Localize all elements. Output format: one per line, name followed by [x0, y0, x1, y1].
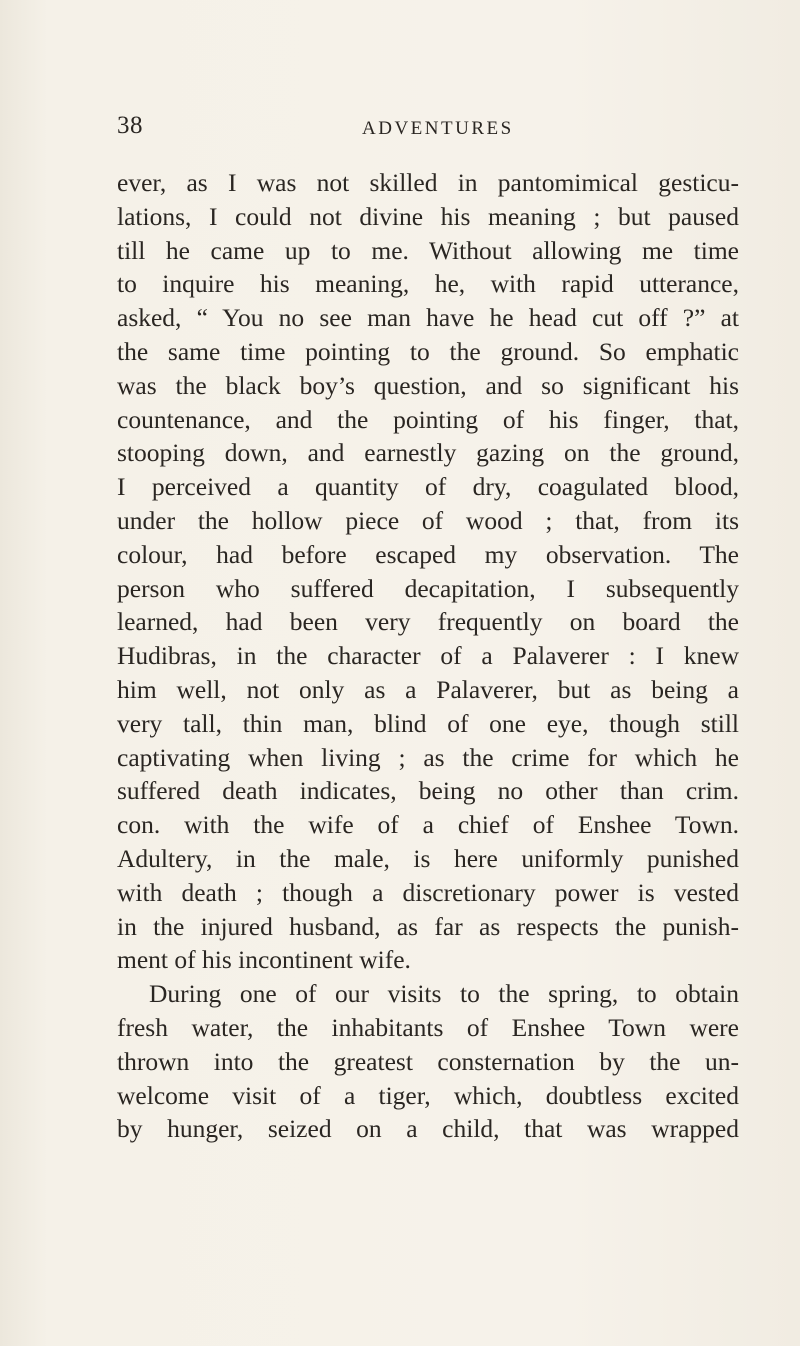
- page-header: [117, 112, 737, 152]
- text-line: During one of our visits to the spring, to obtain: [149, 979, 739, 1009]
- text-line: ever, as I was not skilled in pantomimical gesticu-: [117, 168, 739, 197]
- text-line: in the injured husband, as far as respects the punish-: [117, 911, 739, 941]
- text-line: under the hollow piece of wood ; that, from its: [117, 505, 739, 535]
- text-line: stooping down, and earnestly gazing on the ground,: [117, 438, 739, 468]
- text-line: till he came up to me. Without allowing me time: [117, 235, 739, 265]
- text-line: asked, “ You no see man have he head cut off ?” at: [117, 303, 739, 333]
- text-line: I perceived a quantity of dry, coagulated blood,: [117, 472, 739, 502]
- text-line: welcome visit of a tiger, which, doubtless excited: [117, 1080, 739, 1110]
- text-line: with death ; though a discretionary power is vested: [117, 877, 739, 907]
- text-line: ment of his incontinent wife.: [117, 945, 411, 975]
- text-line: Adultery, in the male, is here uniformly punished: [117, 843, 739, 873]
- text-line: countenance, and the pointing of his finger, that,: [117, 404, 739, 434]
- text-line: the same time pointing to the ground. So emphatic: [117, 336, 739, 366]
- text-line: thrown into the greatest consternation by the un-: [117, 1046, 739, 1076]
- page-number: 38: [117, 112, 143, 139]
- text-line: colour, had before escaped my observation. The: [117, 539, 739, 569]
- text-line: fresh water, the inhabitants of Enshee Town were: [117, 1012, 739, 1042]
- text-line: him well, not only as a Palaverer, but as being a: [117, 674, 739, 704]
- running-head: ADVENTURES: [362, 118, 514, 139]
- text-line: suffered death indicates, being no other than crim.: [117, 776, 739, 806]
- text-line: Hudibras, in the character of a Palaverer : I knew: [117, 641, 739, 671]
- paragraph-2: [117, 977, 739, 1146]
- text-line: learned, had been very frequently on board the: [117, 607, 739, 637]
- text-line: person who suffered decapitation, I subsequently: [117, 573, 739, 603]
- text-line: by hunger, seized on a child, that was wrapped: [117, 1114, 739, 1144]
- text-line: lations, I could not divine his meaning ; but paused: [117, 201, 739, 231]
- text-line: captivating when living ; as the crime for which he: [117, 742, 739, 772]
- paragraph-1: [117, 166, 739, 977]
- text-line: to inquire his meaning, he, with rapid utterance,: [117, 269, 739, 299]
- body-text: [117, 166, 739, 1146]
- text-line: very tall, thin man, blind of one eye, though still: [117, 708, 739, 738]
- text-line: was the black boy’s question, and so significant his: [117, 370, 739, 400]
- text-line: con. with the wife of a chief of Enshee Town.: [117, 810, 739, 840]
